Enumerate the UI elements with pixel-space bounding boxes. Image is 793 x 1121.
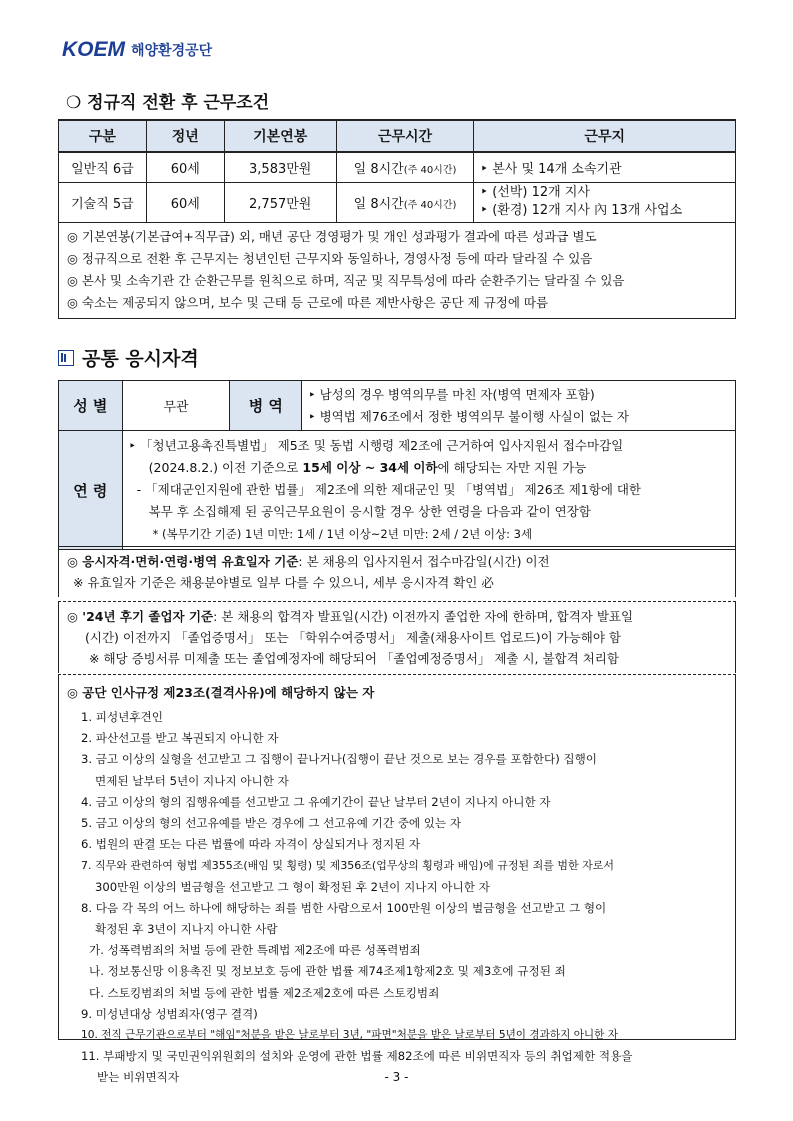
list-item: 다. 스토킹범죄의 처벌 등에 관한 법률 제2조제2호에 따른 스토킹범죄 (89, 985, 440, 1000)
cell-type: 기술직 5급 (59, 182, 147, 222)
header-logo (62, 38, 212, 62)
list-item: 11. 부패방지 및 국민권익위원회의 설치와 운영에 관한 법률 제82조에 따른 비위면직자 등의 취업제한 적용을 (81, 1049, 633, 1064)
list-item: 8. 다음 각 목의 어느 하나에 해당하는 죄를 범한 사람으로서 100만원 이상의 벌금형을 선고받고 그 형이 (81, 900, 607, 915)
section2-heading (58, 344, 199, 371)
note-line: ◎ 기본연봉(기본급여+직무급) 외, 매년 공단 경영평가 및 개인 성과평가 결과에 따른 성과급 별도 (67, 229, 597, 244)
list-item: 5. 금고 이상의 형의 선고유예를 받은 경우에 그 선고유예 기간 중에 있는 자 (81, 816, 462, 831)
graduates-line (67, 606, 735, 627)
table-row (59, 381, 736, 431)
place-item: ‣ (선박) 12개 지사 (480, 185, 590, 200)
graduates-text: : 본 채용의 합격자 발표일(시간) 이전까지 졸업한 자에 한하며, 합격자 발표일 (213, 609, 634, 624)
graduates-block (58, 601, 736, 673)
age-line: * (복무기간 기준) 1년 미만: 1세 / 1년 이상~2년 미만: 2세 / 2년 이상: 3세 (152, 527, 533, 541)
list-item: 면제된 날부터 5년이 지나지 아니한 자 (95, 773, 289, 788)
disqual-title: ◎ 공단 인사규정 제23조(결격사유)에 해당하지 않는 자 (67, 685, 375, 700)
age-line: - 「제대군인지원에 관한 법률」 제2조에 의한 제대군인 및 「병역법」 제26조 제1항에 대한 (136, 482, 642, 497)
list-item: 10. 전직 근무기관으로부터 "해임"처분을 받은 날로부터 3년, "파면"처분을 받은 날로부터 5년이 경과하지 아니한 자 (81, 1029, 619, 1042)
section-box-icon (58, 350, 74, 366)
logo-mark: KOEM (62, 38, 125, 61)
list-item: 7. 직무와 관련하여 형법 제355조(배임 및 횡령) 및 제356조(업무상의 횡령과 배임)에 규정된 죄를 범한 자로서 (81, 859, 615, 873)
age-text: (2024.8.2.) 이전 기준으로 (148, 460, 303, 475)
gender-label: 성 별 (59, 381, 123, 431)
age-line: ‣ 「청년고용촉진특별법」 제5조 및 동법 시행령 제2조에 근거하여 입사지원서 접수마감일 (128, 438, 624, 453)
eligibility-table (58, 380, 736, 550)
cell-hours (336, 182, 474, 222)
validity-block (58, 546, 736, 597)
list-item: 3. 금고 이상의 실형을 선고받고 그 집행이 끝나거나(집행이 끝난 것으로 보는 경우를 포함한다) 집행이 (81, 752, 598, 767)
validity-text: : 본 채용의 입사지원서 접수마감일(시간) 이전 (298, 554, 550, 569)
hours-text: 일 8시간 (353, 196, 404, 212)
note-line: ◎ 숙소는 제공되지 않으며, 보수 및 근태 등 근로에 따른 제반사항은 공단 제 규정에 따름 (67, 295, 549, 310)
cell-age: 60세 (146, 182, 224, 222)
cell-age: 60세 (146, 152, 224, 182)
place-item: ‣ (환경) 12개 지사 內 13개 사업소 (480, 203, 683, 218)
validity-line: ※ 유효일자 기준은 채용분야별로 일부 다를 수 있으니, 세부 응시자격 확인 必 (73, 575, 494, 590)
military-label: 병 역 (230, 381, 302, 431)
graduates-line: ※ 해당 증빙서류 미제출 또는 졸업예정자에 해당되어 「졸업예정증명서」 제출 시, 불합격 처리함 (89, 651, 619, 666)
list-item: 9. 미성년대상 성범죄자(영구 결격) (81, 1006, 258, 1021)
page-number: - 3 - (384, 1070, 409, 1084)
note-line: ◎ 정규직으로 전환 후 근무지는 청년인턴 근무지와 동일하나, 경영사정 등에 따라 달라질 수 있음 (67, 251, 593, 266)
cell-salary: 3,583만원 (224, 152, 336, 182)
age-range: 15세 이상 ~ 34세 이하 (302, 460, 438, 475)
list-item: 받는 비위면직자 (97, 1070, 180, 1085)
list-item: 300만원 이상의 벌금형을 선고받고 그 형이 확정된 후 2년이 지나지 아니한 자 (95, 879, 490, 894)
military-item: ‣ 병역법 제76조에서 정한 병역의무 불이행 사실이 없는 자 (308, 408, 629, 424)
section1-title: ❍ 정규직 전환 후 근무조건 (66, 93, 270, 113)
graduates-bold: ◎ '24년 후기 졸업자 기준 (67, 609, 214, 624)
validity-line (67, 551, 735, 572)
hours-note: (주 40시간) (403, 199, 457, 211)
note-line: ◎ 본사 및 소속기관 간 순환근무를 원칙으로 하며, 직군 및 직무특성에 따라 순환주기는 달라질 수 있음 (67, 273, 625, 288)
list-item: 6. 법원의 판결 또는 다른 법률에 따라 자격이 상실되거나 정지된 자 (81, 837, 421, 852)
col-header: 기본연봉 (224, 120, 336, 152)
list-item: 확정된 후 3년이 지나지 아니한 사람 (95, 922, 278, 937)
table-row (59, 431, 736, 550)
list-item: 4. 금고 이상의 형의 집행유예를 선고받고 그 유예기간이 끝난 날부터 2년이 지나지 아니한 자 (81, 794, 551, 809)
work-conditions-table (58, 119, 736, 223)
list-item: 1. 피성년후견인 (81, 710, 163, 724)
cell-hours (336, 152, 474, 182)
list-item: 나. 정보통신망 이용촉진 및 정보보호 등에 관한 법률 제74조제1항제2호 및 제3호에 규정된 죄 (89, 964, 566, 979)
age-cell (122, 431, 735, 550)
list-item: 2. 파산선고를 받고 복권되지 아니한 자 (81, 731, 279, 746)
table-row (59, 182, 736, 222)
age-label: 연 령 (59, 431, 123, 550)
table-row (59, 152, 736, 182)
disqualification-block (58, 674, 736, 1085)
conditions-notes (58, 222, 736, 319)
hours-note: (주 40시간) (403, 164, 457, 176)
cell-salary: 2,757만원 (224, 182, 336, 222)
cell-type: 일반직 6급 (59, 152, 147, 182)
table-header-row (59, 120, 736, 152)
disqual-list (67, 707, 735, 1089)
military-cell (302, 381, 736, 431)
list-item: 가. 성폭력범죄의 처벌 등에 관한 특례법 제2조에 따른 성폭력범죄 (89, 943, 421, 958)
col-header: 근무시간 (336, 120, 474, 152)
validity-bold: ◎ 응시자격·면허·연령·병역 유효일자 기준 (67, 554, 299, 569)
age-line (129, 457, 735, 479)
gender-value: 무관 (122, 381, 230, 431)
hours-text: 일 8시간 (353, 161, 404, 177)
section2-title: 공통 응시자격 (82, 348, 199, 370)
cell-places (474, 182, 736, 222)
age-line: 복무 후 소집해제 된 공익근무요원이 응시할 경우 상한 연령을 다음과 같이 연장함 (148, 504, 591, 519)
graduates-line: (시간) 이전까지 「졸업증명서」 또는 「학위수여증명서」 제출(채용사이트 업로드)이 가능해야 함 (85, 630, 621, 645)
age-text: 에 해당되는 자만 지원 가능 (437, 460, 587, 475)
col-header: 구분 (59, 120, 147, 152)
logo-name: 해양환경공단 (131, 43, 213, 59)
col-header: 근무지 (474, 120, 736, 152)
cell-places: ‣ 본사 및 14개 소속기관 (474, 152, 736, 182)
col-header: 정년 (146, 120, 224, 152)
military-item: ‣ 남성의 경우 병역의무를 마친 자(병역 면제자 포함) (308, 386, 595, 402)
